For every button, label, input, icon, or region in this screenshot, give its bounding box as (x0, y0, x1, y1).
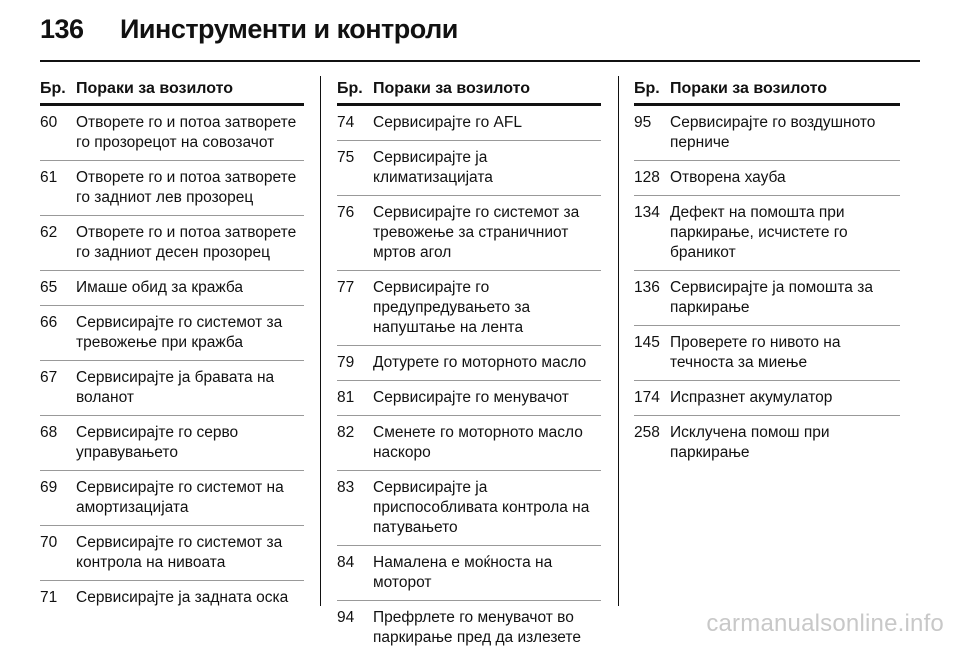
column-header-code: Бр. (40, 80, 66, 97)
table-row (634, 196, 900, 271)
table-row (40, 361, 304, 416)
message-code: 174 (634, 389, 660, 406)
table-row (634, 416, 900, 470)
table-row (40, 581, 304, 615)
message-code: 82 (337, 424, 355, 441)
message-text: Сервисирајте го системот на амортизацијата (76, 479, 284, 516)
table-row (634, 271, 900, 326)
column-header-code: Бр. (337, 80, 363, 97)
message-text: Исклучена помош при паркирање (670, 424, 830, 461)
message-code: 69 (40, 479, 58, 496)
watermark: carmanualsonline.info (706, 610, 944, 637)
message-text: Отворете го и потоа затворете го задниот лев прозорец (76, 169, 297, 206)
table-row (337, 346, 601, 381)
message-table-column-3 (634, 80, 900, 470)
message-code: 67 (40, 369, 58, 386)
message-code: 145 (634, 334, 660, 351)
message-code: 75 (337, 149, 355, 166)
message-text: Сервисирајте го системот за тревожење за страничниот мртов агол (373, 204, 580, 261)
message-text: Сервисирајте го серво управувањето (76, 424, 239, 461)
message-text: Отворете го и потоа затворете го задниот десен прозорец (76, 224, 297, 261)
table-row (634, 161, 900, 196)
table-row (337, 471, 601, 546)
message-code: 60 (40, 114, 58, 131)
message-code: 81 (337, 389, 355, 406)
message-text: Сервисирајте ја помошта за паркирање (670, 279, 873, 316)
message-table-column-1 (40, 80, 304, 615)
message-text: Отворена хауба (670, 169, 786, 186)
message-code: 66 (40, 314, 58, 331)
message-text: Сервисирајте го AFL (373, 114, 522, 131)
message-text: Сервисирајте го воздушното перниче (670, 114, 876, 151)
table-row (634, 106, 900, 161)
message-code: 61 (40, 169, 58, 186)
message-text: Сервисирајте ја бравата на воланот (76, 369, 275, 406)
message-text: Проверете го нивото на течноста за миење (670, 334, 841, 371)
message-text: Намалена е моќноста на моторот (373, 554, 553, 591)
page-header (40, 14, 920, 46)
message-code: 83 (337, 479, 355, 496)
table-row (40, 306, 304, 361)
table-row (337, 416, 601, 471)
message-code: 94 (337, 609, 355, 626)
message-text: Сервисирајте го предупредувањето за напуштање на лента (373, 279, 531, 336)
message-text: Отворете го и потоа затворете го прозорецот на совозачот (76, 114, 297, 151)
table-row (337, 381, 601, 416)
message-text: Дефект на помошта при паркирање, исчистете го браникот (670, 204, 848, 261)
table-row (337, 271, 601, 346)
column-separator (320, 76, 321, 606)
table-row (337, 141, 601, 196)
message-code: 79 (337, 354, 355, 371)
message-text: Сервисирајте го системот за тревожење при кражба (76, 314, 283, 351)
message-text: Испразнет акумулатор (670, 389, 833, 406)
message-text: Сервисирајте ја задната оска (76, 589, 289, 606)
message-text: Имаше обид за кражба (76, 279, 244, 296)
message-text: Дотурете го моторното масло (373, 354, 587, 371)
table-row (337, 601, 601, 655)
column-header-label: Пораки за возилото (670, 80, 828, 97)
page-number: 136 (40, 14, 84, 44)
message-code: 136 (634, 279, 660, 296)
column-header (337, 80, 601, 106)
page-title: Иинструменти и контроли (120, 14, 458, 44)
table-row (40, 216, 304, 271)
message-code: 84 (337, 554, 355, 571)
message-code: 65 (40, 279, 58, 296)
table-row (634, 381, 900, 416)
message-text: Сервисирајте ја приспособливата контрола на патувањето (373, 479, 590, 536)
message-text: Сменете го моторното масло наскоро (373, 424, 583, 461)
table-row (40, 471, 304, 526)
column-header-code: Бр. (634, 80, 660, 97)
message-code: 258 (634, 424, 660, 441)
table-row (337, 546, 601, 601)
table-row (634, 326, 900, 381)
header-rule (40, 60, 920, 62)
table-row (40, 161, 304, 216)
message-text: Сервисирајте ја климатизацијата (373, 149, 493, 186)
message-code: 76 (337, 204, 355, 221)
message-code: 74 (337, 114, 355, 131)
message-code: 128 (634, 169, 660, 186)
message-text: Сервисирајте го менувачот (373, 389, 569, 406)
message-code: 70 (40, 534, 58, 551)
message-code: 62 (40, 224, 58, 241)
column-header (40, 80, 304, 106)
column-header-label: Пораки за возилото (373, 80, 531, 97)
message-code: 71 (40, 589, 58, 606)
message-text: Префрлете го менувачот во паркирање пред да излезете (373, 609, 581, 646)
column-header (634, 80, 900, 106)
message-text: Сервисирајте го системот за контрола на нивоата (76, 534, 283, 571)
column-header-label: Пораки за возилото (76, 80, 234, 97)
table-row (40, 271, 304, 306)
message-code: 95 (634, 114, 652, 131)
message-code: 77 (337, 279, 355, 296)
message-code: 134 (634, 204, 660, 221)
column-separator (618, 76, 619, 606)
table-row (40, 106, 304, 161)
table-row (40, 526, 304, 581)
message-code: 68 (40, 424, 58, 441)
message-table-column-2 (337, 80, 601, 655)
table-row (40, 416, 304, 471)
table-row (337, 106, 601, 141)
table-row (337, 196, 601, 271)
